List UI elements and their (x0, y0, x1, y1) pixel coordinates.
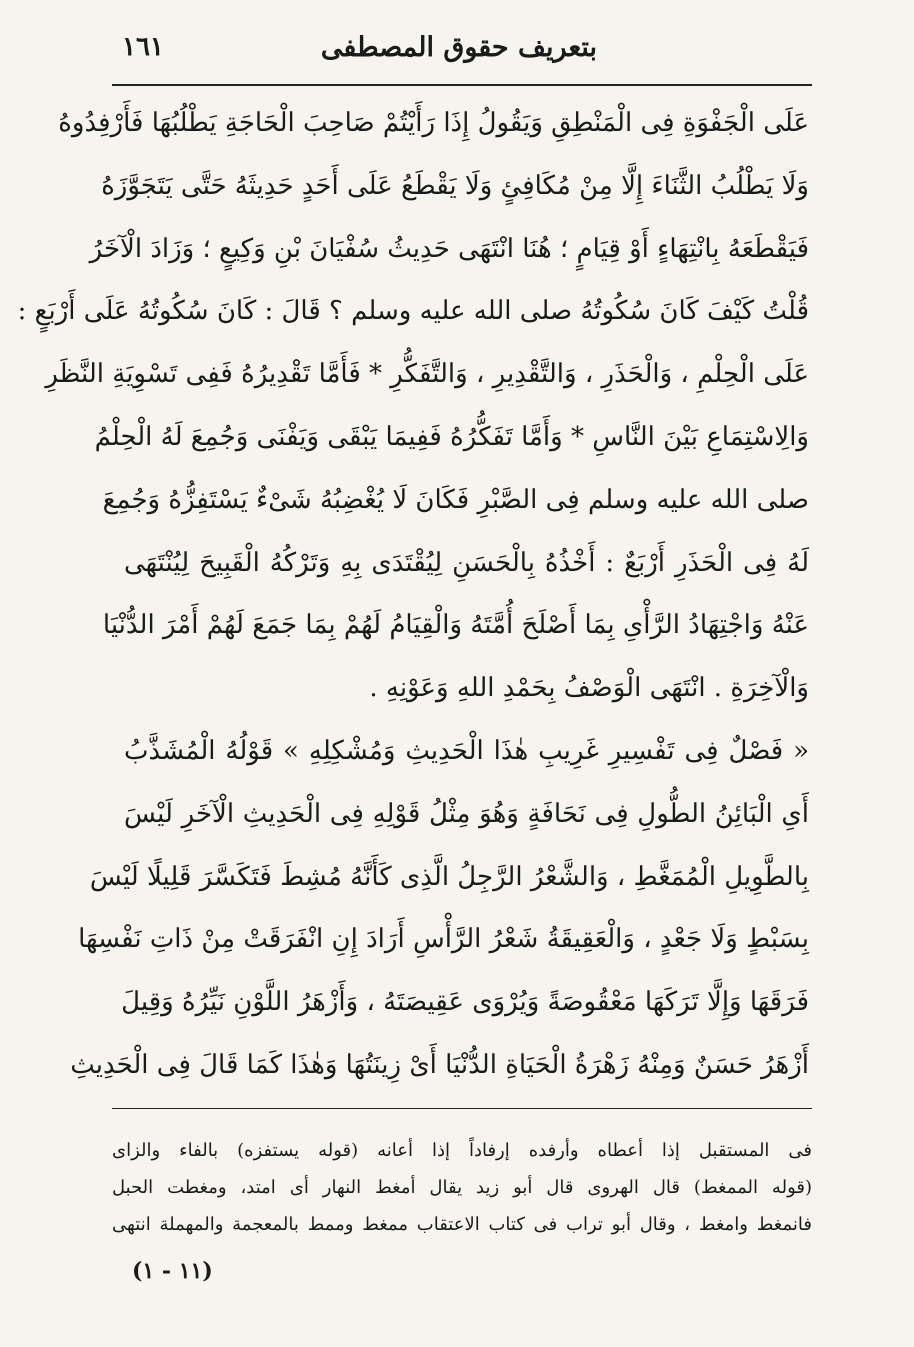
text-line: لَهُ فِى الْحَذَرِ أَرْبَعٌ : أَخْذُهُ بِالْحَسَنِ لِيُقْتَدَى بِهِ وَتَرْكُهُ الْقَبِيحَ لِيُنْتَهَى (124, 547, 809, 578)
footnote-line: فى المستقبل إذا أعطاه وأرفده إرفاداً إذا أعانه (قوله يستفزه) بالفاء والزاى (112, 1140, 812, 1161)
footnotes (112, 1132, 812, 1243)
footnote-rule (112, 1108, 812, 1109)
signature-mark: (١١ - ١) (132, 1258, 213, 1284)
text-line: قُلْتُ كَيْفَ كَانَ سُكُوتُهُ صلى الله عليه وسلم ؟ قَالَ : كَانَ سُكُوتُهُ عَلَى أَرْبَعٍ : (17, 296, 809, 327)
text-line: وَالْآخِرَةِ . انْتَهَى الْوَصْفُ بِحَمْدِ اللهِ وَعَوْنِهِ . (369, 673, 809, 704)
text-line: أَزْهَرُ حَسَنٌ وَمِنْهُ زَهْرَةُ الْحَيَاةِ الدُّنْيَا أَىْ زِينَتُهَا وَهٰذَا كَمَا قَالَ فِى الْحَدِيثِ (70, 1049, 809, 1080)
page-header (112, 22, 806, 78)
running-title: بتعريف حقوق المصطفى (320, 32, 598, 63)
section-heading-line: « فَصْلٌ فِى تَفْسِيرِ غَرِيبِ هٰذَا الْحَدِيثِ وَمُشْكِلِهِ » قَوْلُهُ الْمُشَذَّبُ (124, 735, 809, 766)
text-line: عَنْهُ وَاجْتِهَادُ الرَّأْىِ بِمَا أَصْلَحَ أُمَّتَهُ وَالْقِيَامُ لَهُمْ بِمَا جَمَعَ لَهُمْ أَمْرَ الدُّنْيَا (102, 610, 809, 641)
text-line: صلى الله عليه وسلم فِى الصَّبْرِ فَكَانَ لَا يُغْضِبُهُ شَىْءٌ يَسْتَفِزُّهُ وَجُمِعَ (102, 484, 809, 515)
text-line: عَلَى الْجَفْوَةِ فِى الْمَنْطِقِ وَيَقُولُ إِذَا رَأَيْتُمْ صَاحِبَ الْحَاجَةِ يَطْلُبُهَا فَأَرْفِدُوهُ (58, 108, 809, 138)
footnote-line: فانمغط وامغط ، وقال أبو تراب فى كتاب الاعتقاب ممغط وممط بالمعجمة والمهملة انتهى (112, 1214, 812, 1235)
page-number: ١٦١ (122, 32, 164, 62)
text-line: عَلَى الْحِلْمِ ، وَالْحَذَرِ ، وَالتَّقْدِيرِ ، وَالتَّفَكُّرِ * فَأَمَّا تَقْدِيرُهُ فَفِى تَسْوِيَةِ النَّظَرِ (45, 359, 809, 390)
text-line: وَالِاسْتِمَاعِ بَيْنَ النَّاسِ * وَأَمَّا تَفَكُّرُهُ فَفِيمَا يَبْقَى وَيَفْنَى وَجُمِعَ لَهُ الْحِلْمُ (94, 421, 809, 452)
footnote-line: (قوله الممغط) قال الهروى قال أبو زيد يقال أمغط النهار أى امتد، ومغطت الحبل (112, 1177, 812, 1198)
text-line: وَلَا يَطْلُبُ الثَّنَاءَ إِلَّا مِنْ مُكَافِئٍ وَلَا يَقْطَعُ عَلَى أَحَدٍ حَدِيثَهُ حَتَّى يَتَجَوَّزَهُ (101, 170, 809, 201)
text-line: فَرَقَهَا وَإِلَّا تَرَكَهَا مَعْقُوصَةً وَيُرْوَى عَقِيصَتَهُ ، وَأَزْهَرُ اللَّوْنِ نَيِّرُهُ وَقِيلَ (121, 987, 809, 1018)
text-line: بِسَبْطٍ وَلَا جَعْدٍ ، وَالْعَقِيقَةُ شَعْرُ الرَّأْسِ أَرَادَ إِنِ انْفَرَقَتْ مِنْ ذَاتِ نَفْسِهَا (78, 924, 809, 955)
text-line: بِالطَّوِيلِ الْمُمَغَّطِ ، وَالشَّعْرُ الرَّجِلُ الَّذِى كَأَنَّهُ مُشِطَ فَتَكَسَّرَ قَلِيلًا لَيْسَ (89, 861, 809, 892)
header-rule (112, 84, 812, 86)
text-line: أَىِ الْبَائِنُ الطُّولِ فِى نَحَافَةٍ وَهُوَ مِثْلُ قَوْلِهِ فِى الْحَدِيثِ الْآخَرِ لَيْسَ (124, 798, 809, 829)
text-line: فَيَقْطَعَهُ بِانْتِهَاءٍ أَوْ قِيَامٍ ؛ هُنَا انْتَهَى حَدِيثُ سُفْيَانَ بْنِ وَكِيعٍ ؛ وَزَادَ الْآخَرُ (89, 233, 809, 264)
main-text (17, 92, 809, 1097)
